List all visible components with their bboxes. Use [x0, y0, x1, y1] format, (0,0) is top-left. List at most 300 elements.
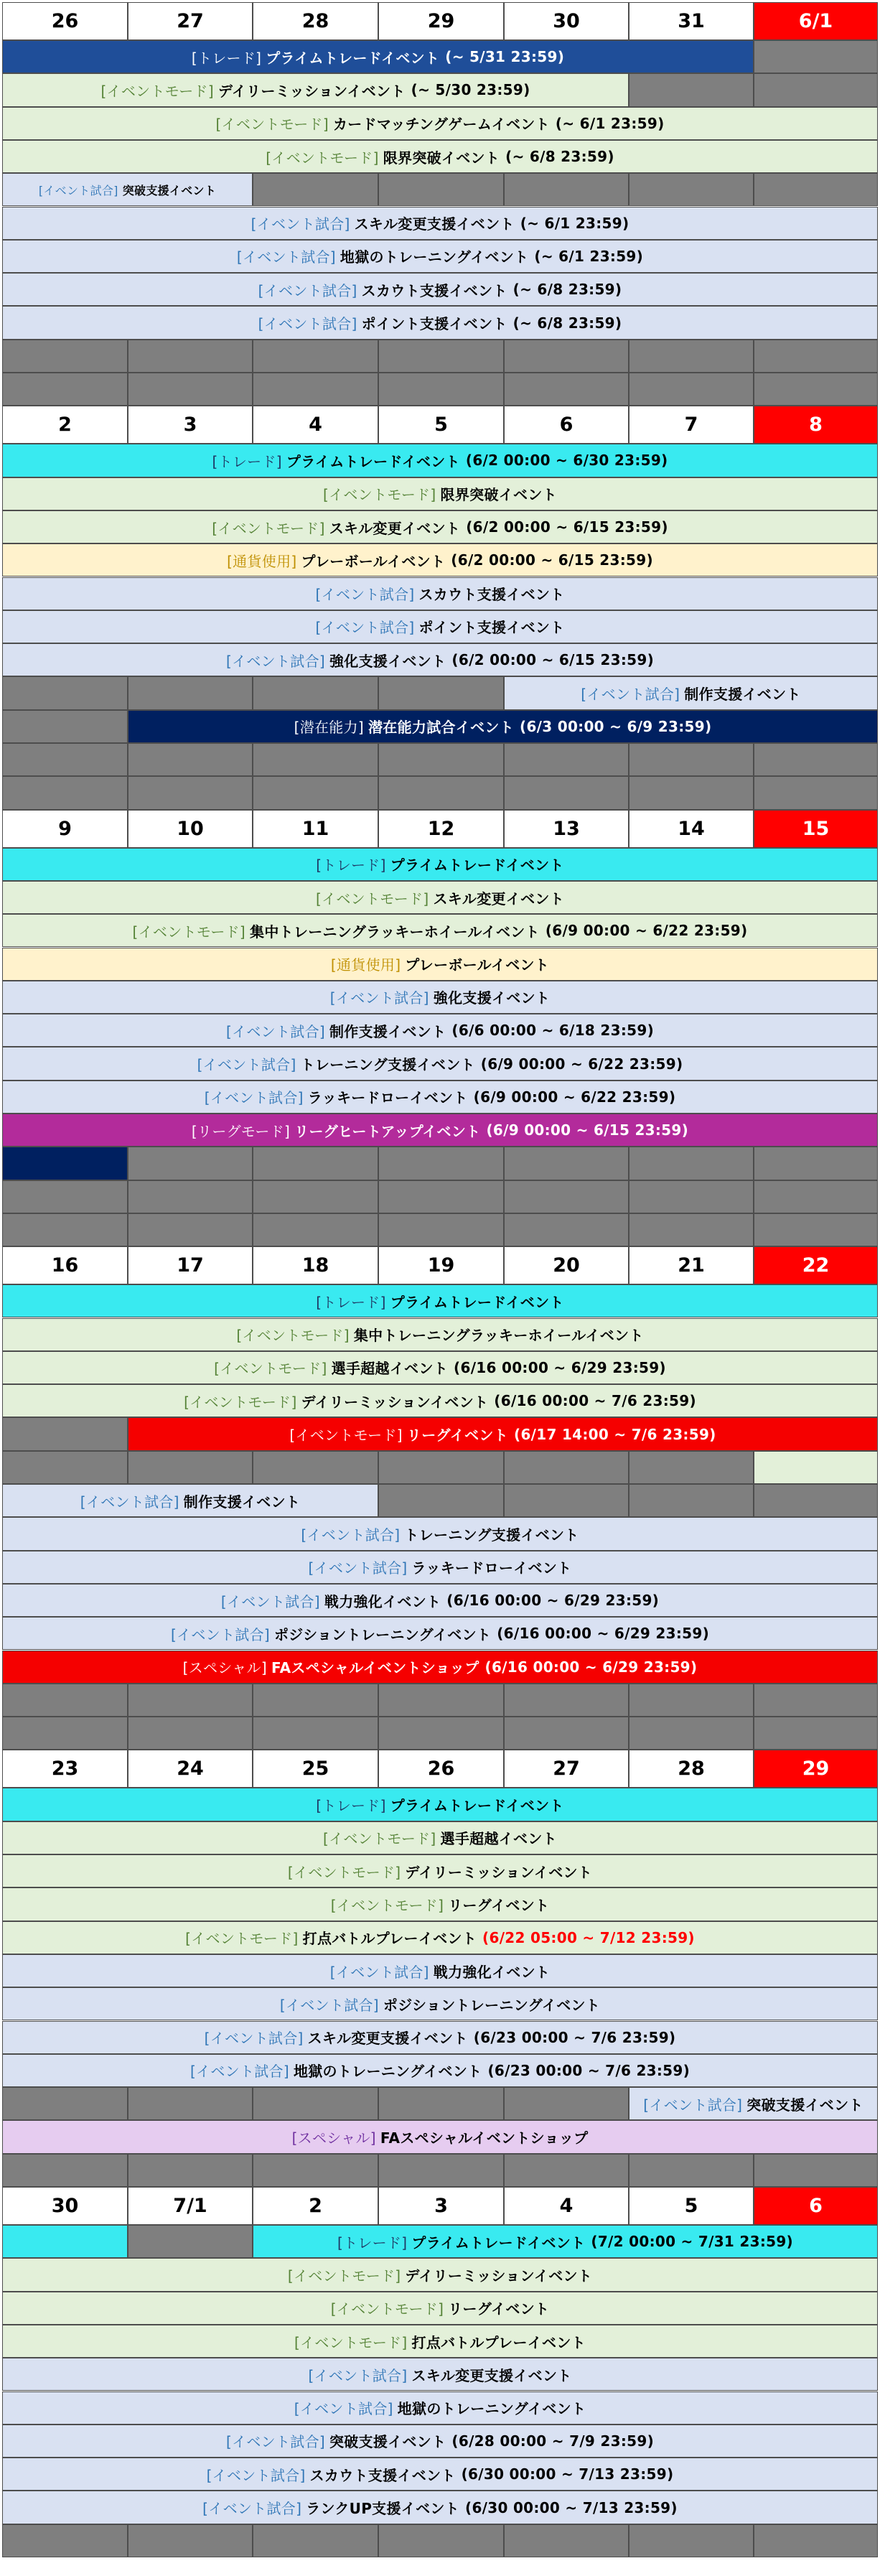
date-header: 24 [128, 1750, 253, 1788]
event-title: プライムトレードイベント [390, 857, 564, 874]
event-category: [イベント試合] [236, 248, 336, 266]
date-header: 29 [754, 1750, 878, 1788]
empty-slot [629, 1213, 754, 1246]
empty-slot [2, 1717, 128, 1750]
date-header: 4 [504, 2187, 629, 2225]
date-header: 3 [378, 2187, 504, 2225]
empty-slot [754, 743, 878, 776]
event-title: ランクUP支援イベント [306, 2500, 459, 2518]
date-header: 5 [378, 406, 504, 444]
event-category: [通貨使用] [227, 552, 297, 570]
empty-slot [754, 173, 878, 206]
empty-slot [629, 1684, 754, 1717]
event-bar[interactable] [2, 881, 878, 914]
event-title: スカウト支援イベント [361, 281, 507, 299]
date-header: 17 [128, 1246, 253, 1284]
event-category: [イベント試合] [251, 215, 350, 233]
date-header: 16 [2, 1246, 128, 1284]
event-bar[interactable] [2, 73, 629, 106]
event-bar[interactable] [2, 2021, 878, 2054]
event-bar[interactable] [2, 1551, 878, 1584]
date-header: 14 [629, 810, 754, 848]
empty-slot [629, 2154, 754, 2187]
event-category: [イベント試合] [643, 2096, 743, 2114]
event-title: 戦力強化イベント [324, 1592, 441, 1610]
event-period: (6/16 00:00 ~ 6/29 23:59) [497, 1625, 710, 1643]
empty-slot [2, 1417, 128, 1450]
empty-slot [504, 2524, 629, 2557]
event-title: スカウト支援イベント [309, 2466, 456, 2484]
event-title: デイリーミッションイベント [301, 1393, 489, 1411]
event-bar[interactable] [2, 1318, 878, 1351]
empty-slot [253, 2087, 378, 2120]
date-header: 9 [2, 810, 128, 848]
date-header: 22 [754, 1246, 878, 1284]
event-bar[interactable] [2, 2225, 128, 2258]
event-category: [イベント試合] [329, 989, 429, 1007]
empty-slot [504, 373, 629, 406]
event-category: [潜在能力] [294, 719, 364, 737]
event-category: [イベント試合] [220, 1592, 320, 1610]
event-bar[interactable] [2, 1651, 878, 1684]
event-category: [イベント試合] [315, 586, 415, 604]
event-title: リーグイベント [406, 1427, 508, 1445]
event-bar[interactable] [2, 510, 878, 543]
event-period: (6/9 00:00 ~ 6/15 23:59) [486, 1121, 689, 1139]
event-period: (~ 6/8 23:59) [512, 281, 622, 299]
event-category: [イベント試合] [197, 1056, 296, 1074]
event-period: (6/9 00:00 ~ 6/22 23:59) [473, 1088, 676, 1106]
date-header: 8 [754, 406, 878, 444]
empty-slot [128, 1684, 253, 1717]
date-header: 26 [378, 1750, 504, 1788]
event-title: 戦力強化イベント [433, 1963, 551, 1981]
empty-slot [2, 373, 128, 406]
empty-slot [754, 1484, 878, 1517]
event-title: ポジショントレーニングイベント [273, 1625, 492, 1643]
event-bar[interactable] [2, 140, 878, 173]
event-title: スカウト支援イベント [418, 586, 565, 604]
event-category: [リーグモード] [191, 1122, 291, 1140]
event-bar[interactable] [2, 2325, 878, 2358]
event-period: (~ 6/1 23:59) [534, 247, 644, 265]
event-title: プライムトレードイベント [390, 1797, 564, 1815]
empty-slot [504, 1147, 629, 1180]
event-bar[interactable] [2, 1351, 878, 1384]
empty-slot [2, 776, 128, 809]
event-bar[interactable] [2, 643, 878, 676]
empty-slot [754, 40, 878, 73]
empty-slot [2, 2524, 128, 2557]
event-category: [イベントモード] [287, 1863, 401, 1881]
event-category: [イベント試合] [315, 619, 415, 637]
event-period: (~ 6/8 23:59) [505, 148, 614, 166]
empty-slot [754, 1717, 878, 1750]
event-title: 突破支援イベント [746, 2096, 863, 2114]
event-category: [イベント試合] [308, 1559, 408, 1577]
empty-slot [253, 743, 378, 776]
event-title: 限界突破イベント [440, 486, 557, 504]
event-bar[interactable] [2, 1887, 878, 1921]
event-title: プライムトレードイベント [286, 452, 460, 470]
empty-slot [629, 340, 754, 373]
event-period: (~ 6/8 23:59) [512, 314, 622, 332]
empty-slot [253, 676, 378, 709]
event-title: スキル変更支援イベント [307, 2030, 468, 2048]
event-bar[interactable] [128, 1417, 878, 1450]
event-title: 地獄のトレーニングイベント [340, 248, 529, 266]
empty-slot [378, 173, 504, 206]
empty-slot [128, 2524, 253, 2557]
event-category: [スペシャル] [291, 2129, 376, 2147]
event-title: 強化支援イベント [329, 652, 446, 670]
event-title: リーグイベント [448, 2300, 550, 2318]
empty-slot [253, 776, 378, 809]
event-bar[interactable] [2, 1788, 878, 1821]
event-category: [トレード] [316, 1797, 386, 1815]
empty-slot [253, 1717, 378, 1750]
event-category: [イベント試合] [80, 1493, 179, 1511]
event-period: (6/2 00:00 ~ 6/15 23:59) [466, 518, 668, 536]
empty-slot [504, 2154, 629, 2187]
empty-slot [253, 373, 378, 406]
event-period: (6/22 05:00 ~ 7/12 23:59) [482, 1928, 695, 1946]
event-period: (6/17 14:00 ~ 7/6 23:59) [514, 1425, 716, 1443]
event-bar[interactable] [2, 1284, 878, 1317]
event-category: [イベント試合] [170, 1625, 270, 1643]
date-header: 4 [253, 406, 378, 444]
event-bar[interactable] [2, 848, 878, 881]
event-title: ラッキードローイベント [307, 1089, 468, 1107]
event-bar[interactable] [504, 676, 878, 709]
event-title: 集中トレーニングラッキーホイールイベント [250, 923, 540, 941]
empty-slot [378, 2087, 504, 2120]
empty-slot [128, 743, 253, 776]
event-bar[interactable] [253, 2225, 878, 2258]
empty-slot [378, 373, 504, 406]
empty-slot [2, 676, 128, 709]
empty-slot [2, 1180, 128, 1213]
date-header: 6/1 [754, 2, 878, 40]
event-bar[interactable] [2, 2120, 878, 2153]
empty-slot [754, 73, 878, 106]
event-category: [イベントモード] [214, 1360, 327, 1378]
event-bar[interactable] [2, 107, 878, 140]
date-header: 12 [378, 810, 504, 848]
event-bar[interactable] [2, 1384, 878, 1417]
event-bar[interactable] [2, 40, 754, 73]
date-header: 20 [504, 1246, 629, 1284]
event-bar[interactable] [2, 2358, 878, 2391]
event-title: ラッキードローイベント [411, 1559, 572, 1577]
empty-slot [128, 2225, 253, 2258]
empty-slot [128, 1180, 253, 1213]
event-category: [イベントモード] [266, 149, 379, 167]
event-category: [スペシャル] [182, 1659, 267, 1677]
event-period: (6/9 00:00 ~ 6/22 23:59) [480, 1055, 683, 1073]
event-period: (6/3 00:00 ~ 6/9 23:59) [520, 717, 712, 735]
event-bar[interactable] [2, 306, 878, 339]
event-category: [イベントモード] [184, 1393, 297, 1411]
date-header: 27 [128, 2, 253, 40]
event-category: [イベント試合] [225, 1022, 325, 1040]
event-title: 制作支援イベント [329, 1022, 446, 1040]
event-title: トレーニング支援イベント [300, 1056, 475, 1074]
event-bar[interactable] [2, 2054, 878, 2087]
empty-slot [128, 1213, 253, 1246]
event-title: 強化支援イベント [433, 989, 551, 1007]
date-header: 23 [2, 1750, 128, 1788]
event-bar[interactable] [2, 981, 878, 1014]
date-header: 26 [2, 2, 128, 40]
event-title: デイリーミッションイベント [405, 1863, 593, 1881]
empty-slot [128, 1147, 253, 1180]
event-bar[interactable] [2, 948, 878, 981]
empty-slot [629, 743, 754, 776]
event-category: [イベント試合] [204, 2030, 304, 2048]
empty-slot [2, 1684, 128, 1717]
event-title: スキル変更支援イベント [411, 2366, 572, 2384]
event-period: (6/2 00:00 ~ 6/15 23:59) [451, 651, 655, 669]
event-category: [イベントモード] [132, 923, 246, 941]
event-period: (6/30 00:00 ~ 7/13 23:59) [465, 2498, 678, 2516]
event-bar[interactable] [2, 273, 878, 306]
date-header: 19 [378, 1246, 504, 1284]
event-title: ポイント支援イベント [418, 619, 565, 637]
event-title: 突破支援イベント [329, 2433, 446, 2451]
empty-slot [754, 2154, 878, 2187]
date-header: 30 [504, 2, 629, 40]
event-category: [トレード] [316, 1293, 386, 1311]
event-category: [イベントモード] [215, 116, 329, 134]
empty-slot [253, 1684, 378, 1717]
event-bar[interactable] [2, 1114, 878, 1147]
event-title: ポジショントレーニングイベント [383, 1996, 601, 2014]
empty-slot [2, 1213, 128, 1246]
event-category: [イベント試合] [204, 1089, 304, 1107]
empty-slot [754, 1147, 878, 1180]
empty-slot [378, 340, 504, 373]
event-title: FAスペシャルイベントショップ [380, 2129, 589, 2147]
event-bar[interactable] [2, 477, 878, 510]
event-period: (6/6 00:00 ~ 6/18 23:59) [451, 1022, 655, 1040]
empty-slot [504, 1451, 629, 1484]
event-title: 地獄のトレーニングイベント [397, 2400, 586, 2418]
date-header: 21 [629, 1246, 754, 1284]
date-header: 31 [629, 2, 754, 40]
date-header: 3 [128, 406, 253, 444]
empty-slot [2, 2087, 128, 2120]
event-category: [イベントモード] [330, 2300, 444, 2318]
event-bar[interactable] [2, 543, 878, 577]
event-title: 集中トレーニングラッキーホイールイベント [353, 1327, 644, 1345]
event-category: [トレード] [316, 857, 386, 874]
event-period: (~ 6/1 23:59) [555, 114, 665, 132]
empty-slot [253, 1213, 378, 1246]
event-bar[interactable] [128, 710, 878, 743]
event-period: (6/23 00:00 ~ 7/6 23:59) [473, 2028, 676, 2046]
event-category: [トレード] [337, 2234, 408, 2251]
empty-slot [378, 1717, 504, 1750]
event-title: 選手超越イベント [440, 1830, 557, 1848]
event-bar[interactable] [2, 610, 878, 643]
empty-slot [629, 173, 754, 206]
event-period: (6/16 00:00 ~ 7/6 23:59) [494, 1392, 696, 1410]
empty-slot [504, 776, 629, 809]
event-bar[interactable] [2, 914, 878, 947]
empty-slot [754, 1213, 878, 1246]
empty-slot [253, 173, 378, 206]
empty-slot [378, 1451, 504, 1484]
empty-slot [504, 1717, 629, 1750]
date-header: 6 [504, 406, 629, 444]
event-title: リーグイベント [448, 1896, 550, 1914]
event-category: [イベントモード] [100, 82, 214, 100]
empty-slot [378, 776, 504, 809]
date-header: 2 [253, 2187, 378, 2225]
event-category: [イベント試合] [258, 281, 357, 299]
empty-slot [629, 1717, 754, 1750]
event-bar[interactable] [2, 2391, 878, 2425]
date-header: 29 [378, 2, 504, 40]
empty-slot [378, 1484, 504, 1517]
empty-slot [504, 340, 629, 373]
empty-slot [629, 776, 754, 809]
event-bar[interactable] [2, 1921, 878, 1954]
empty-slot [2, 743, 128, 776]
empty-slot [128, 373, 253, 406]
event-bar[interactable] [2, 2425, 878, 2458]
event-bar[interactable] [2, 1047, 878, 1080]
event-category: [イベント試合] [279, 1996, 379, 2014]
event-bar[interactable] [629, 2087, 878, 2120]
empty-slot [504, 1180, 629, 1213]
event-bar[interactable] [2, 1584, 878, 1617]
event-category: [イベントモード] [315, 890, 429, 907]
event-bar[interactable] [2, 444, 878, 477]
event-bar[interactable] [2, 1014, 878, 1047]
event-period: (6/30 00:00 ~ 7/13 23:59) [461, 2465, 674, 2483]
date-header: 10 [128, 810, 253, 848]
event-title: プレーボールイベント [301, 552, 446, 570]
event-bar[interactable] [2, 2458, 878, 2491]
date-header: 11 [253, 810, 378, 848]
empty-slot [378, 1180, 504, 1213]
event-period: (6/9 00:00 ~ 6/22 23:59) [545, 922, 748, 940]
empty-slot [629, 1484, 754, 1517]
date-header: 2 [2, 406, 128, 444]
event-period: (6/16 00:00 ~ 6/29 23:59) [485, 1658, 698, 1676]
event-category: [イベントモード] [323, 486, 436, 504]
empty-slot [754, 1180, 878, 1213]
event-category: [イベントモード] [294, 2333, 408, 2351]
event-bar[interactable] [754, 1451, 878, 1484]
event-category: [イベント試合] [294, 2400, 393, 2418]
event-category: [イベントモード] [185, 1930, 299, 1948]
empty-slot [128, 676, 253, 709]
event-title: スキル変更イベント [329, 519, 461, 537]
event-bar[interactable] [2, 1987, 878, 2020]
event-bar[interactable] [2, 1854, 878, 1887]
event-category: [イベントモード] [330, 1896, 444, 1914]
date-header: 18 [253, 1246, 378, 1284]
event-title: カードマッチングゲームイベント [332, 116, 550, 134]
empty-slot [629, 1147, 754, 1180]
empty-slot [253, 2154, 378, 2187]
event-bar[interactable] [2, 173, 253, 206]
date-header: 6 [754, 2187, 878, 2225]
empty-slot [504, 2087, 629, 2120]
event-bar[interactable] [2, 1517, 878, 1550]
event-title: プライムトレードイベント [390, 1293, 564, 1311]
empty-slot [253, 1180, 378, 1213]
empty-slot [378, 676, 504, 709]
event-category: [イベント試合] [189, 2063, 289, 2081]
event-category: [イベント試合] [581, 686, 680, 704]
empty-slot [128, 1451, 253, 1484]
event-title: 打点バトルプレーイベント [302, 1930, 477, 1948]
empty-slot [754, 776, 878, 809]
empty-slot [754, 373, 878, 406]
event-title: プライムトレードイベント [411, 2234, 586, 2251]
empty-slot [629, 2524, 754, 2557]
empty-slot [128, 1717, 253, 1750]
event-title: FAスペシャルイベントショップ [271, 1659, 479, 1677]
event-bar[interactable] [2, 2292, 878, 2325]
empty-slot [378, 2154, 504, 2187]
event-bar[interactable] [2, 2258, 878, 2291]
event-title: 突破支援イベント [122, 183, 217, 197]
date-header: 15 [754, 810, 878, 848]
empty-slot [128, 2087, 253, 2120]
empty-slot [629, 1451, 754, 1484]
empty-slot [128, 776, 253, 809]
event-title: 地獄のトレーニングイベント [293, 2063, 482, 2081]
event-period: (6/2 00:00 ~ 6/15 23:59) [451, 551, 653, 569]
empty-slot [128, 2154, 253, 2187]
event-bar[interactable] [2, 1147, 128, 1180]
event-bar[interactable] [2, 207, 878, 240]
event-title: ポイント支援イベント [361, 315, 507, 333]
event-category: [イベント試合] [225, 2433, 325, 2451]
event-category: [イベントモード] [323, 1830, 436, 1848]
event-period: (6/16 00:00 ~ 6/29 23:59) [446, 1592, 660, 1610]
event-title: プライムトレードイベント [266, 49, 440, 67]
event-bar[interactable] [2, 1821, 878, 1854]
event-bar[interactable] [2, 1081, 878, 1114]
event-bar[interactable] [2, 2491, 878, 2524]
event-bar[interactable] [2, 1954, 878, 1987]
event-bar[interactable] [2, 577, 878, 610]
empty-slot [754, 1684, 878, 1717]
event-bar[interactable] [2, 1617, 878, 1650]
event-category: [イベント試合] [225, 652, 325, 670]
date-header: 30 [2, 2187, 128, 2225]
event-title: デイリーミッションイベント [405, 2267, 593, 2285]
event-title: 潜在能力試合イベント [368, 719, 514, 737]
event-category: [イベントモード] [236, 1327, 350, 1345]
empty-slot [378, 743, 504, 776]
empty-slot [378, 1684, 504, 1717]
empty-slot [253, 340, 378, 373]
event-period: (~ 5/30 23:59) [411, 81, 530, 99]
event-category: [イベント試合] [308, 2366, 408, 2384]
event-period: (6/16 00:00 ~ 6/29 23:59) [454, 1358, 666, 1376]
empty-slot [754, 2524, 878, 2557]
event-bar[interactable] [2, 240, 878, 273]
event-bar[interactable] [2, 1484, 378, 1517]
event-category: [イベントモード] [289, 1427, 403, 1445]
